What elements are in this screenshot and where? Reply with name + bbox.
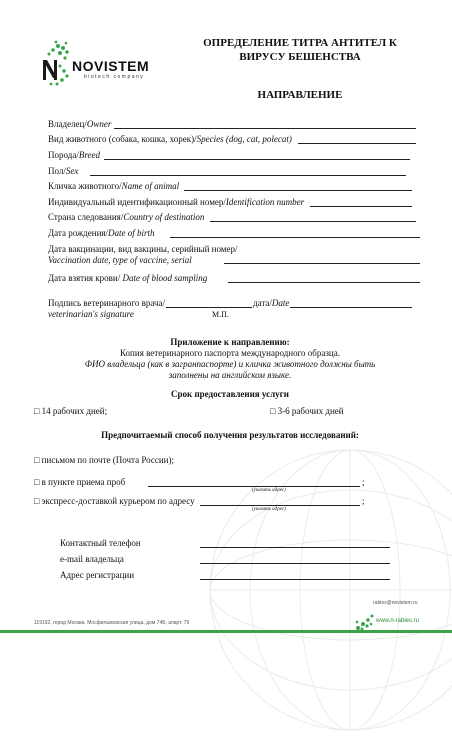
delivery-title: Предпочитаемый способ получения результатов исследований: (101, 430, 359, 440)
field-id-line[interactable] (310, 206, 412, 207)
delivery-courier-hint: (указать адрес) (252, 507, 286, 512)
field-species-label: Вид животного (собака, кошка, хорек)/Species (dog, cat, polecat) (48, 134, 292, 144)
field-blood-line[interactable] (228, 282, 420, 283)
appendix-line-3: заполнены на английском языке. (168, 370, 292, 380)
field-species-line[interactable] (298, 143, 416, 144)
footer-site-link[interactable]: www.n-rabies.ru (376, 618, 420, 624)
footer-email[interactable]: rabies@novistem.ru (373, 600, 418, 606)
delivery-pickup-hint: (указать адрес) (252, 488, 286, 493)
date-line[interactable] (290, 307, 412, 308)
field-sex-line[interactable] (90, 175, 406, 176)
field-sex-label: Пол/Sex (48, 166, 79, 176)
field-country-line[interactable] (210, 221, 416, 222)
contact-address-label: Адрес регистрации (60, 570, 135, 580)
delivery-pickup-line[interactable] (148, 486, 360, 487)
field-owner-label: Владелец/Owner (48, 119, 112, 129)
field-owner-line[interactable] (114, 128, 416, 129)
terms-option-3-6-days[interactable]: □ 3-6 рабочих дней (270, 406, 344, 416)
appendix-line-2: ФИО владельца (как в загранпаспорте) и кличка животного должны быть (84, 359, 376, 369)
field-blood-label: Дата взятия крови/ Date of blood sampling (48, 273, 208, 283)
delivery-option-courier[interactable]: □ экспресс-доставкой курьером по адресу (34, 496, 195, 506)
footer-address: 119192, город Москва, Мосфильмовская улица, дом 74Б, апарт. 79 (34, 620, 190, 626)
delivery-option-post[interactable]: □ письмом по почте (Почта России); (34, 455, 174, 465)
field-country-label: Страна следования/Country of destination (48, 212, 205, 222)
date-label: дата/Date (253, 298, 290, 308)
title-line-2: ВИРУСУ БЕШЕНСТВА (239, 51, 361, 63)
footer-dots-icon (354, 598, 376, 632)
field-breed-label: Порода/Breed (48, 150, 100, 160)
signature-line[interactable] (166, 307, 252, 308)
contact-email-line[interactable] (200, 563, 390, 564)
contact-address-line[interactable] (200, 579, 390, 580)
contact-phone-line[interactable] (200, 547, 390, 548)
appendix-title: Приложение к направлению: (170, 337, 290, 347)
logo-wordmark: NOVISTEM (72, 58, 150, 74)
footer-bar (0, 630, 452, 633)
field-vaccination-line[interactable] (224, 263, 420, 264)
appendix-block (60, 337, 400, 381)
field-breed-line[interactable] (104, 159, 410, 160)
field-name-label: Кличка животного/Name of animal (48, 181, 180, 191)
logo-subtitle: biotech company (84, 74, 145, 80)
terms-option-14-days[interactable]: □ 14 рабочих дней; (34, 406, 108, 416)
document-title (180, 36, 420, 64)
page-subtitle: НАПРАВЛЕНИЕ (257, 89, 343, 101)
field-birth-line[interactable] (170, 237, 420, 238)
novistem-logo-icon (40, 38, 70, 88)
stamp-label: М.П. (212, 310, 229, 319)
signature-label: Подпись ветеринарного врача/ veterinarian's signature (48, 298, 165, 319)
field-id-label: Индивидуальный идентификационный номер/Identification number (48, 197, 305, 207)
field-vaccination-label: Дата вакцинации, вид вакцины, серийный номер/ Vaccination date, type of vaccine, serial (48, 244, 238, 265)
delivery-courier-line[interactable] (200, 505, 360, 506)
terms-title: Срок предоставления услуги (171, 389, 289, 399)
field-name-line[interactable] (184, 190, 412, 191)
globe-watermark (200, 440, 452, 740)
delivery-option-pickup[interactable]: □ в пункте приема проб (34, 477, 126, 487)
delivery-courier-semicolon: ; (362, 496, 365, 506)
appendix-line-1: Копия ветеринарного паспорта международного образца. (120, 348, 340, 358)
field-birth-label: Дата рождения/Date of birth (48, 228, 155, 238)
title-line-1: ОПРЕДЕЛЕНИЕ ТИТРА АНТИТЕЛ К (203, 37, 397, 49)
contact-email-label: e-mail владельца (60, 554, 124, 564)
delivery-pickup-semicolon: ; (362, 477, 365, 487)
contact-phone-label: Контактный телефон (60, 538, 141, 548)
